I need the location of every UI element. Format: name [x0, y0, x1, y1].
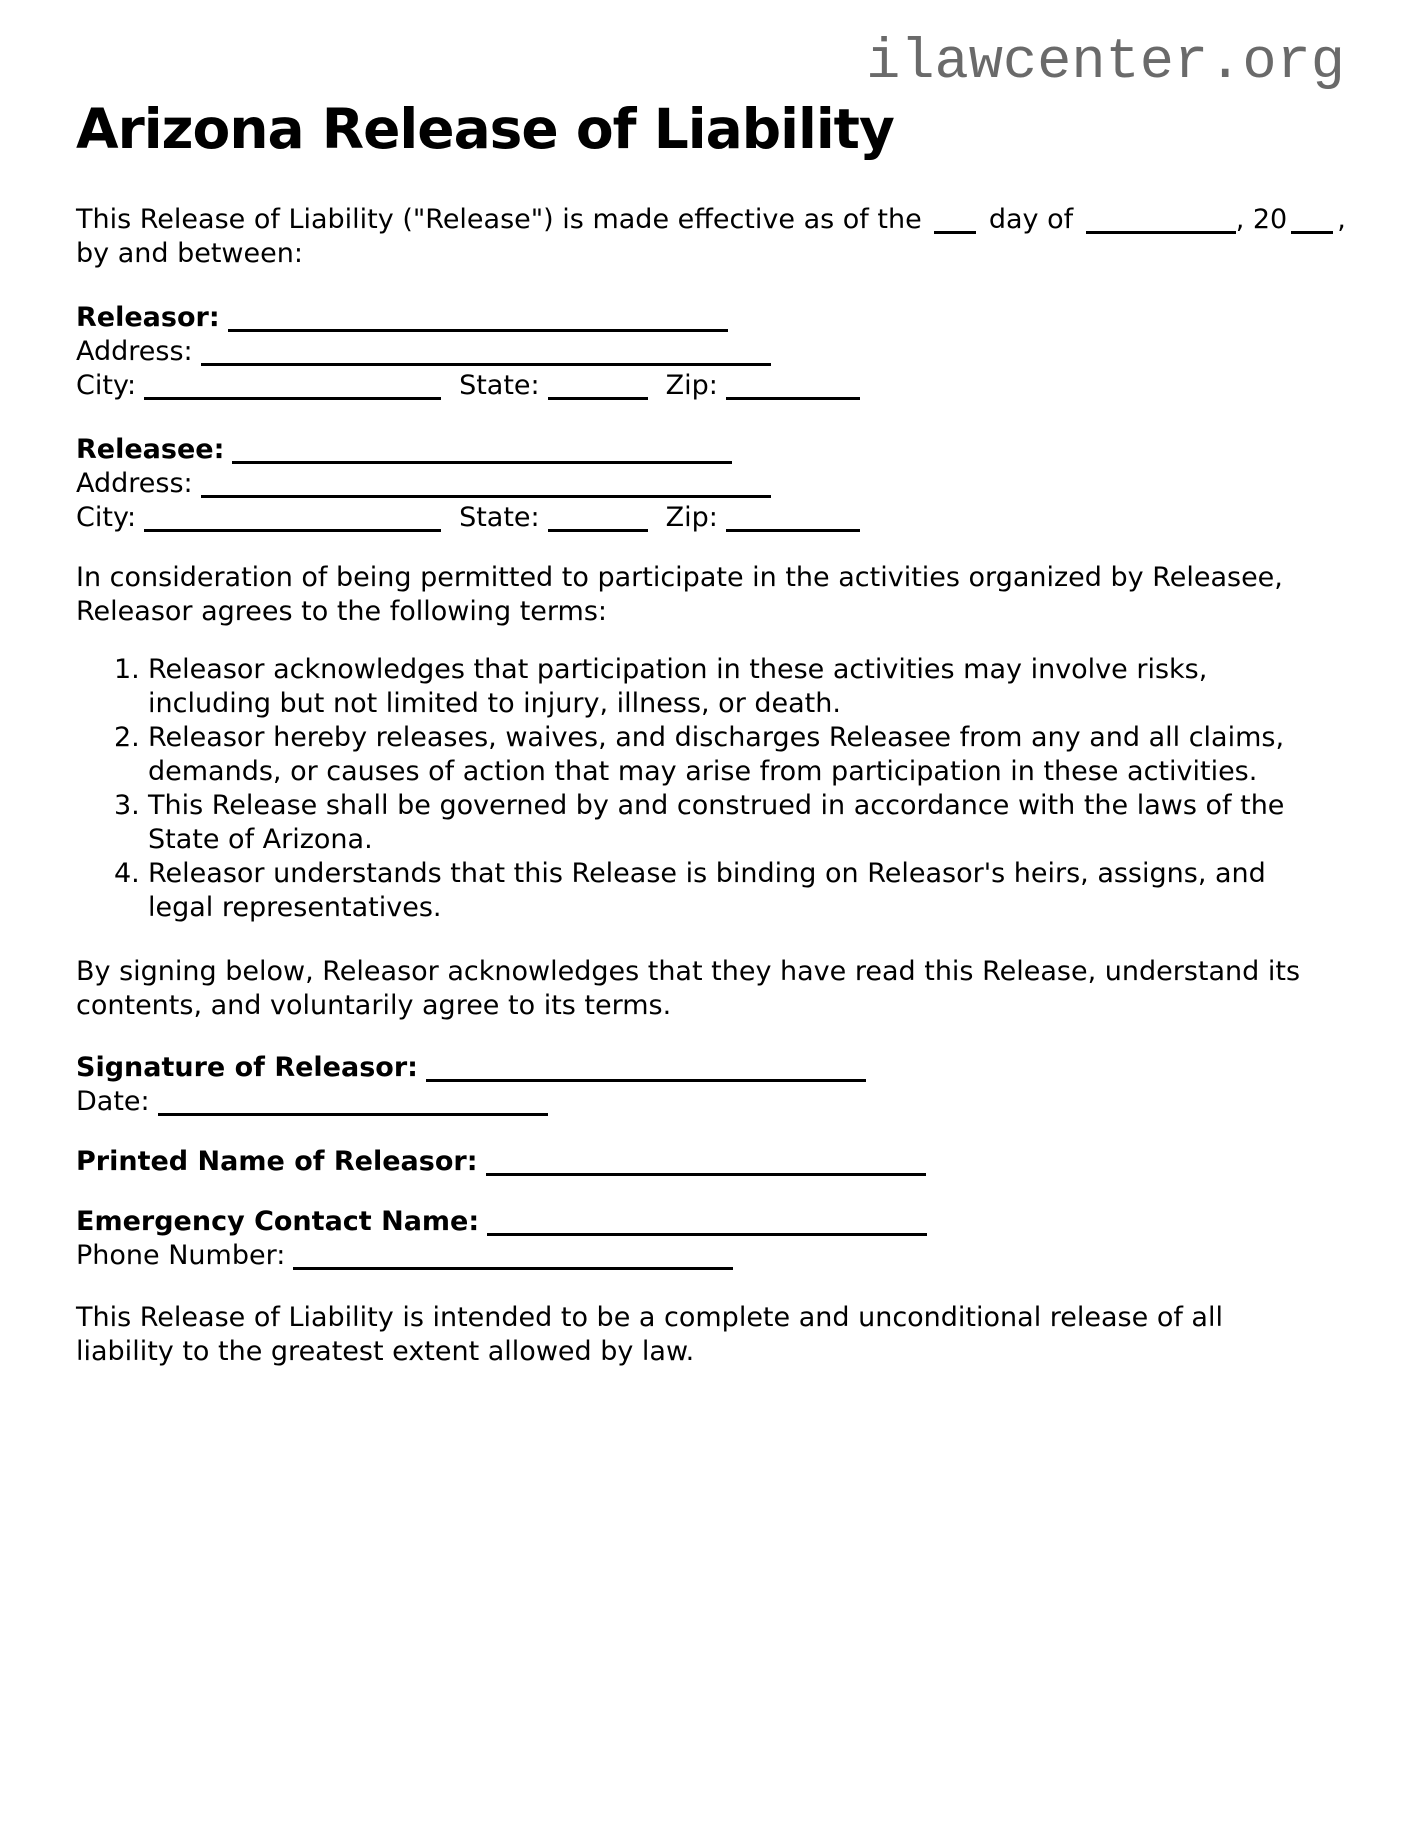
page-title: Arizona Release of Liability [76, 96, 894, 161]
acknowledgment-line-2: contents, and voluntarily agree to its terms. [76, 990, 672, 1022]
term-number-3: 3. [114, 790, 140, 822]
phone-number-label: Phone Number: [76, 1240, 286, 1272]
term-number-1: 1. [114, 654, 140, 686]
term-item-4 [114, 857, 1345, 925]
month-blank-line [1086, 205, 1236, 234]
releasor-city-label: City: [76, 370, 137, 402]
intro-text-day-of: day of [980, 204, 1082, 236]
term-text-3 [148, 789, 1284, 857]
emergency-contact-row [76, 1205, 1345, 1239]
term-text-4 [148, 857, 1266, 925]
releasee-state-label: State: [459, 502, 540, 534]
term-item-1 [114, 653, 1345, 721]
phone-number-blank-line [293, 1241, 733, 1270]
intro-text-year-prefix: , 20 [1235, 204, 1288, 236]
printed-name-blank-line [486, 1147, 926, 1176]
printed-name-row [76, 1145, 1345, 1179]
term-number-4: 4. [114, 858, 140, 890]
releasor-city-blank-line [144, 371, 441, 400]
term-number-2: 2. [114, 722, 140, 754]
releasor-address-blank-line [201, 337, 771, 366]
consideration-line-2: Releasor agrees to the following terms: [76, 596, 607, 628]
closing-line-1: This Release of Liability is intended to be a complete and unconditional release of all [76, 1302, 1223, 1334]
date-row [76, 1085, 1345, 1119]
releasee-city-state-zip-row [76, 501, 1345, 535]
term-2-line-2: demands, or causes of action that may arise from participation in these activities. [148, 756, 1258, 788]
releasee-state-blank-line [548, 503, 648, 532]
releasee-section [76, 433, 1345, 535]
signature-row [76, 1051, 1345, 1085]
consideration-line-1: In consideration of being permitted to participate in the activities organized by Releasee, [76, 562, 1283, 594]
emergency-contact-blank-line [487, 1207, 927, 1236]
intro-text-comma: , [1337, 204, 1346, 236]
printed-name-section [76, 1145, 1345, 1179]
releasor-state-blank-line [548, 371, 648, 400]
closing-line-2: liability to the greatest extent allowed by law. [76, 1336, 695, 1368]
signature-label: Signature of Releasor: [76, 1052, 418, 1084]
date-blank-line [158, 1087, 548, 1116]
term-4-line-1: Releasor understands that this Release is binding on Releasor's heirs, assigns, and [148, 858, 1266, 890]
releasor-state-label: State: [459, 370, 540, 402]
term-text-2 [148, 721, 1284, 789]
phone-number-row [76, 1239, 1345, 1273]
consideration-paragraph [76, 561, 1345, 629]
watermark-logo: ilawcenter.org [866, 31, 1345, 95]
term-item-2 [114, 721, 1345, 789]
term-1-line-1: Releasor acknowledges that participation in these activities may involve risks, [148, 654, 1208, 686]
year-blank-line [1291, 205, 1333, 234]
acknowledgment-line-1: By signing below, Releasor acknowledges that they have read this Release, understand its [76, 956, 1301, 988]
intro-paragraph [76, 203, 1345, 271]
releasee-city-label: City: [76, 502, 137, 534]
releasor-label: Releasor: [76, 302, 220, 334]
term-3-line-1: This Release shall be governed by and construed in accordance with the laws of the [148, 790, 1285, 822]
closing-paragraph [76, 1301, 1345, 1369]
releasee-label: Releasee: [76, 434, 225, 466]
releasee-address-blank-line [201, 469, 771, 498]
intro-line-1 [76, 203, 1345, 237]
day-blank-line [934, 205, 976, 234]
term-1-line-2: including but not limited to injury, illness, or death. [148, 688, 841, 720]
releasee-address-label: Address: [76, 468, 193, 500]
printed-name-label: Printed Name of Releasor: [76, 1146, 478, 1178]
intro-text-effective: This Release of Liability ("Release") is made effective as of the [76, 204, 931, 236]
term-item-3 [114, 789, 1345, 857]
signature-section [76, 1051, 1345, 1119]
releasor-zip-blank-line [726, 371, 860, 400]
releasor-address-label: Address: [76, 336, 193, 368]
releasee-zip-blank-line [726, 503, 860, 532]
releasor-section [76, 301, 1345, 403]
emergency-contact-label: Emergency Contact Name: [76, 1206, 480, 1238]
term-2-line-1: Releasor hereby releases, waives, and discharges Releasee from any and all claims, [148, 722, 1285, 754]
term-4-line-2: legal representatives. [148, 892, 442, 924]
releasor-zip-label: Zip: [665, 370, 718, 402]
releasee-address-row [76, 467, 1345, 501]
releasor-name-blank-line [228, 303, 728, 332]
releasee-name-blank-line [232, 435, 732, 464]
acknowledgment-paragraph [76, 955, 1345, 1023]
releasor-city-state-zip-row [76, 369, 1345, 403]
releasee-city-blank-line [144, 503, 441, 532]
intro-line-2: by and between: [76, 238, 303, 270]
date-label: Date: [76, 1086, 150, 1118]
terms-list [114, 653, 1345, 925]
signature-blank-line [426, 1053, 866, 1082]
term-text-1 [148, 653, 1207, 721]
emergency-contact-section [76, 1205, 1345, 1273]
releasee-zip-label: Zip: [665, 502, 718, 534]
term-3-line-2: State of Arizona. [148, 824, 373, 856]
releasee-name-row [76, 433, 1345, 467]
releasor-name-row [76, 301, 1345, 335]
releasor-address-row [76, 335, 1345, 369]
